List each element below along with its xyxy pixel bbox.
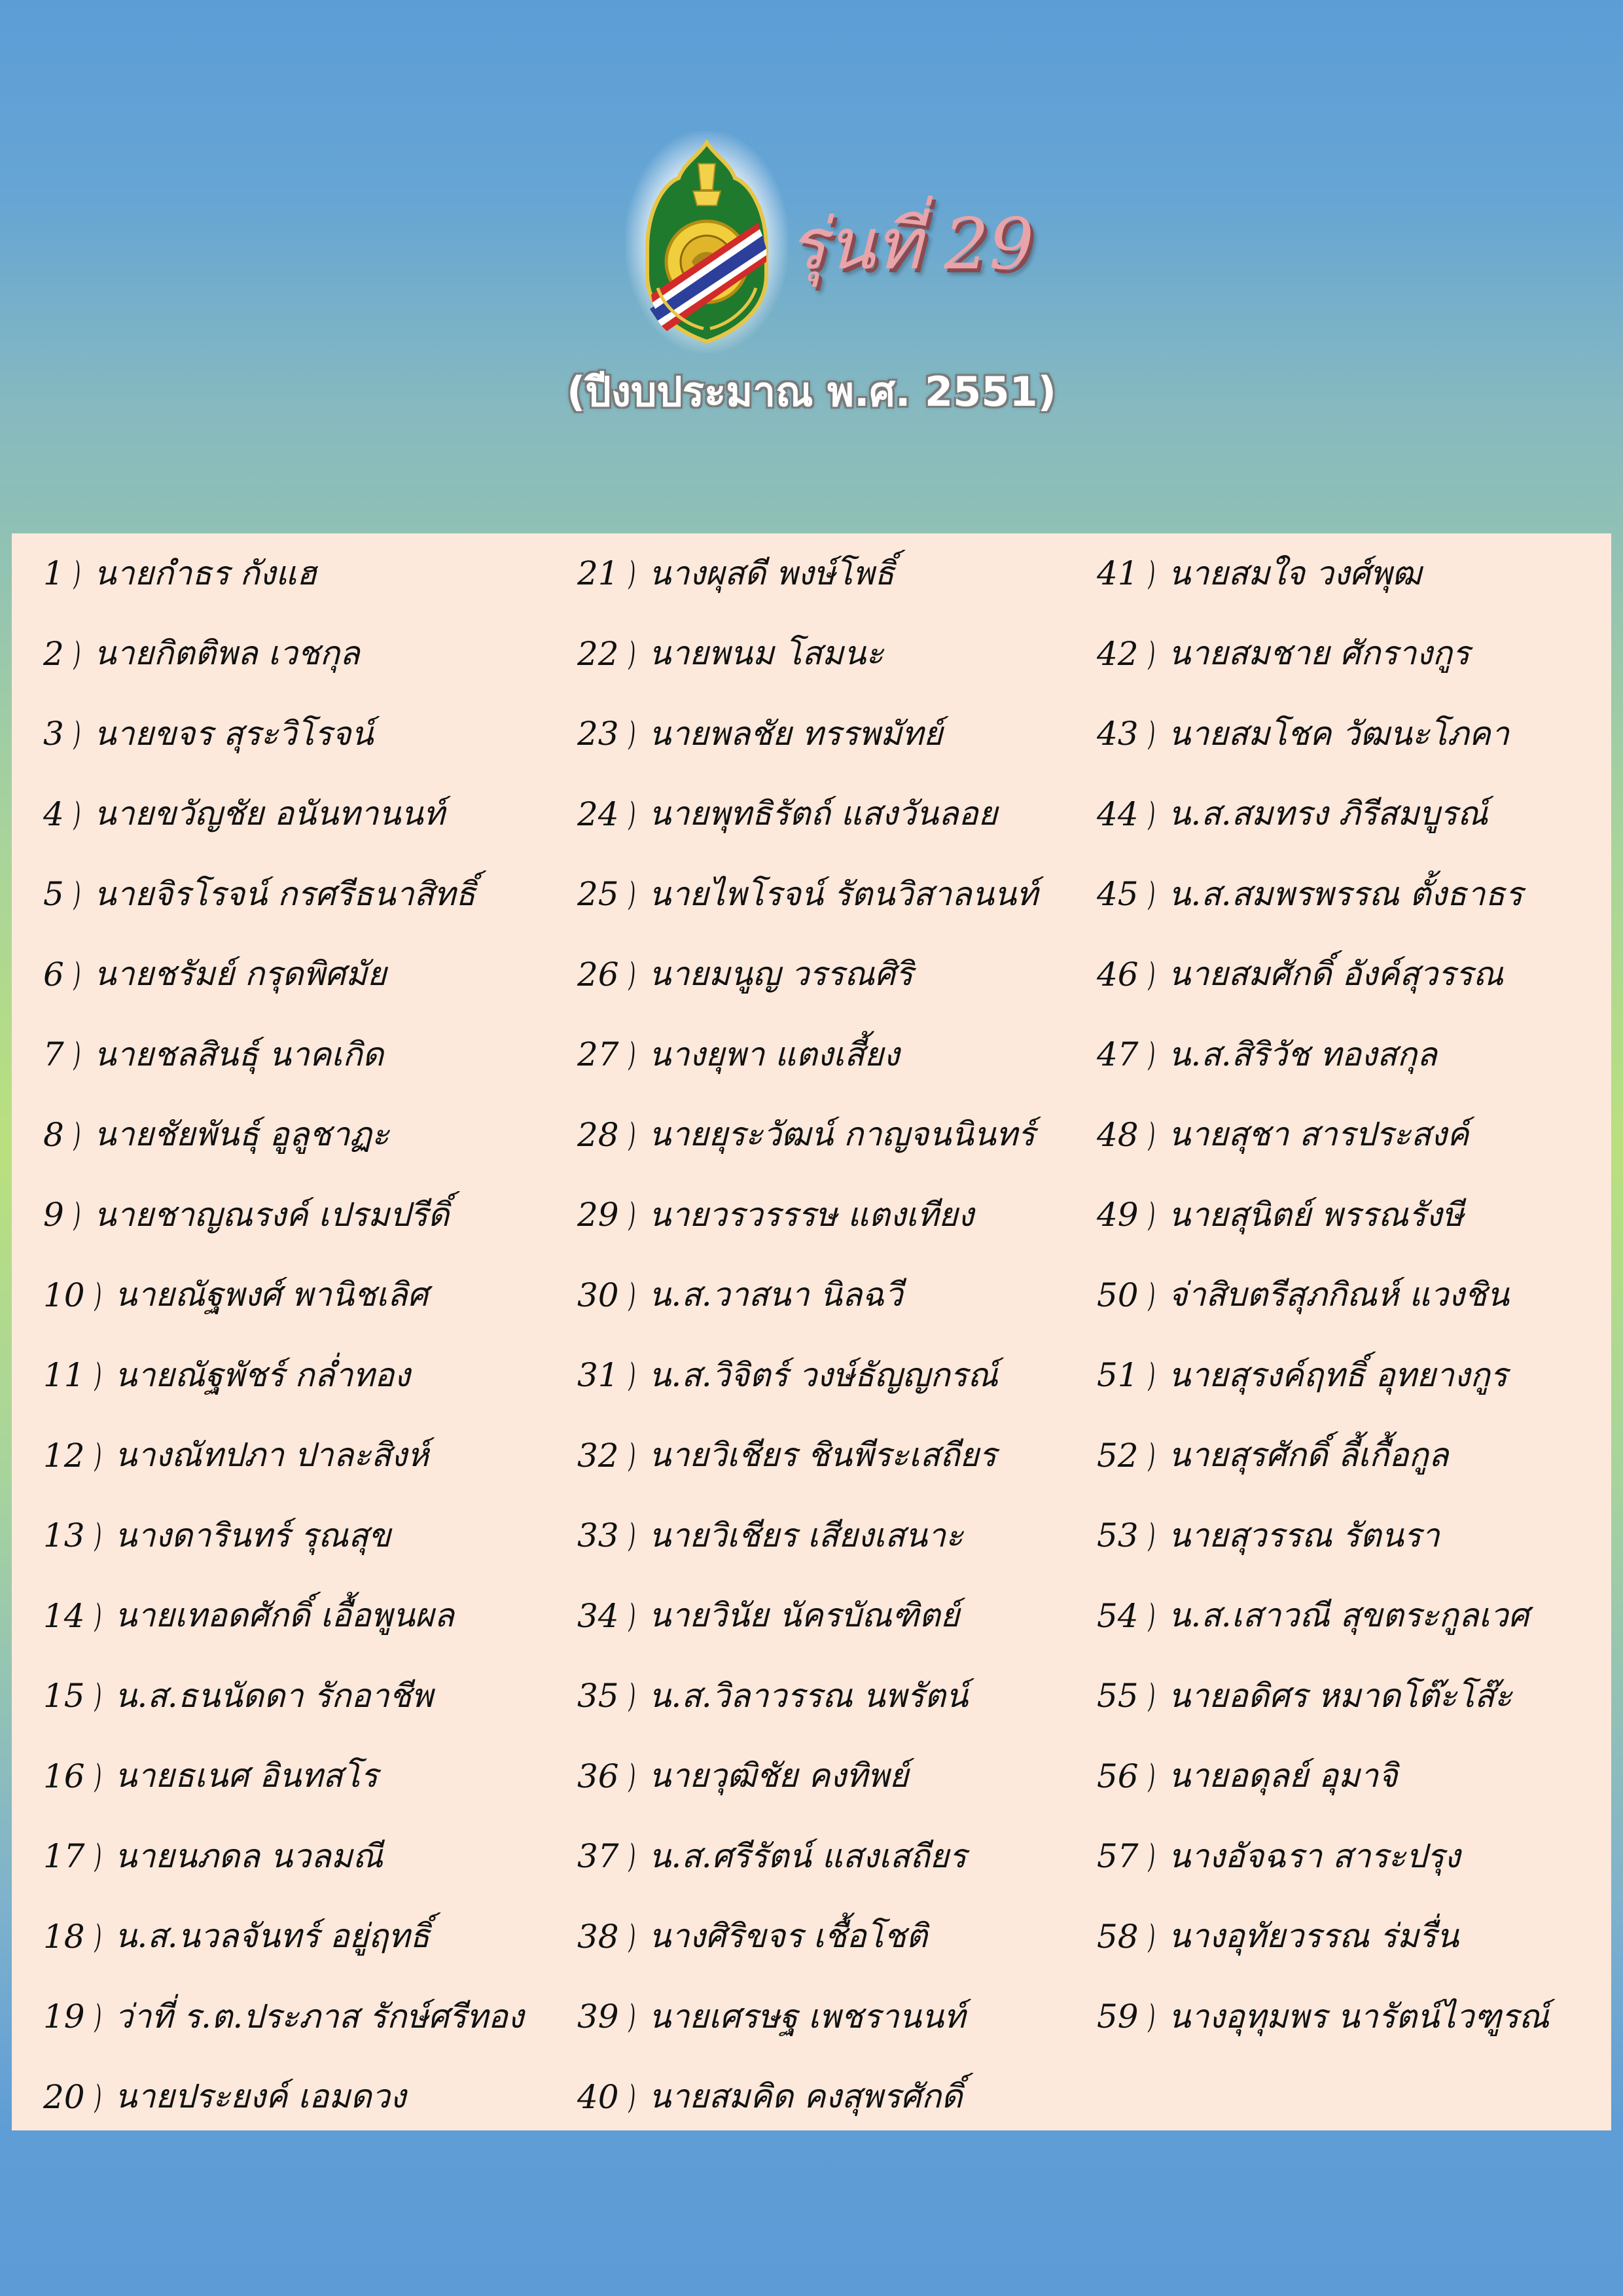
entry-name: นางณัทปภา ปาละสิงห์ [115,1436,429,1475]
roster-entry [1097,774,1549,855]
entry-paren: ) [73,554,80,593]
entry-name: นายวุฒิชัย คงทิพย์ [649,1757,909,1795]
entry-name: น.ส.นวลจันทร์ อยู่ฤทธิ์ [115,1917,430,1956]
entry-number: 5 [43,875,64,914]
entry-number: 15 [43,1677,85,1715]
entry-number: 32 [577,1436,619,1475]
roster-entry [577,1095,1038,1175]
entry-number: 42 [1097,634,1139,673]
roster-entry [1097,1095,1549,1175]
entry-name: นายชัยพันธุ์ อูลูชาฏะ [94,1115,389,1154]
entry-paren: ) [73,1196,80,1234]
roster-entry [43,1736,524,1817]
roster-entry [43,1175,524,1255]
entry-paren: ) [94,2077,101,2116]
entry-paren: ) [1148,1115,1155,1154]
entry-paren: ) [628,1837,635,1876]
entry-number: 12 [43,1436,85,1475]
entry-name: นายชรัมย์ กรุดพิศมัย [94,955,387,994]
entry-paren: ) [73,955,80,994]
entry-number: 53 [1097,1516,1139,1555]
entry-number: 18 [43,1917,85,1956]
entry-name: นายสุรงค์ฤทธิ์ อุทยางกูร [1168,1355,1508,1394]
entry-number: 8 [43,1115,64,1154]
entry-name: นายสมชาย ศักรางกูร [1168,634,1470,673]
entry-name: นายสมใจ วงศ์พุฒ [1168,554,1422,592]
entry-number: 45 [1097,875,1139,914]
entry-name: นายสุชา สารประสงค์ [1168,1115,1469,1154]
roster-column-2 [577,533,1038,2137]
roster-entry [577,1736,1038,1817]
roster-entry [43,1416,524,1496]
entry-number: 30 [577,1276,619,1314]
entry-name: นางผุสดี พงษ์โพธิ์ [649,554,895,592]
entry-paren: ) [628,715,635,753]
entry-paren: ) [73,634,80,673]
entry-paren: ) [628,2077,635,2116]
roster-entry [577,854,1038,935]
entry-number: 48 [1097,1115,1139,1154]
entry-number: 58 [1097,1917,1139,1956]
entry-number: 9 [43,1196,64,1234]
entry-paren: ) [1148,1677,1155,1715]
roster-entry [1097,694,1549,774]
entry-name: นายอดุลย์ อุมาจิ [1168,1757,1398,1795]
entry-number: 37 [577,1837,619,1876]
roster-entry [43,854,524,935]
entry-name: นายนภดล นวลมณี [115,1837,383,1875]
roster-entry [577,1416,1038,1496]
entry-name: น.ส.วาสนา นิลฉวี [649,1276,903,1314]
entry-number: 2 [43,634,64,673]
entry-name: นายสมศักดิ์ อังค์สุวรรณ [1168,955,1504,994]
roster-entry [43,1335,524,1416]
fiscal-year-subtitle: (ปีงบประมาณ พ.ศ. 2551) [567,368,1056,416]
entry-number: 10 [43,1276,85,1314]
roster-entry [577,694,1038,774]
entry-name: นายมนูญ วรรณศิริ [649,955,914,994]
entry-name: นางยุพา แตงเสี้ยง [649,1035,900,1073]
entry-name: น.ส.วิลาวรรณ นพรัตน์ [649,1676,969,1715]
roster-entry [43,774,524,855]
entry-number: 51 [1097,1356,1139,1395]
entry-name: นายณัฐพงศ์ พานิชเลิศ [115,1276,429,1314]
entry-paren: ) [628,795,635,833]
roster-entry [1097,1977,1549,2057]
entry-number: 49 [1097,1196,1139,1234]
roster-entry [1097,533,1549,614]
entry-paren: ) [1148,554,1155,593]
entry-paren: ) [628,1436,635,1475]
entry-name: น.ส.ธนนัดดา รักอาชีพ [115,1676,433,1715]
entry-paren: ) [628,1917,635,1956]
entry-paren: ) [94,1516,101,1555]
entry-paren: ) [94,1436,101,1475]
roster-entry [43,1816,524,1897]
entry-paren: ) [73,715,80,753]
roster-entry [43,1897,524,1977]
entry-paren: ) [628,1677,635,1715]
entry-number: 40 [577,2077,619,2116]
entry-paren: ) [73,795,80,833]
roster-entry [577,1175,1038,1255]
entry-paren: ) [1148,1276,1155,1314]
roster-entry [577,2057,1038,2138]
entry-number: 16 [43,1757,85,1795]
entry-paren: ) [628,1035,635,1074]
entry-paren: ) [1148,875,1155,914]
entry-paren: ) [628,1516,635,1555]
entry-name: น.ส.วิจิตร์ วงษ์ธัญญกรณ์ [649,1355,998,1394]
entry-number: 6 [43,955,64,994]
entry-name: นายเทอดศักดิ์ เอื้อพูนผล [115,1596,454,1635]
roster-entry [1097,1416,1549,1496]
entry-name: นายณัฐพัชร์ กล่ำทอง [115,1355,410,1394]
entry-number: 56 [1097,1757,1139,1795]
roster-entry [43,1496,524,1576]
entry-number: 34 [577,1596,619,1635]
entry-paren: ) [94,1276,101,1314]
member-roster [12,533,1611,2130]
entry-paren: ) [94,1917,101,1956]
entry-number: 25 [577,875,619,914]
roster-entry [1097,854,1549,935]
entry-paren: ) [628,634,635,673]
entry-name: นายประยงค์ เอมดวง [115,2077,406,2116]
entry-number: 4 [43,795,64,833]
entry-name: น.ส.สมทรง ภิรีสมบูรณ์ [1168,795,1488,833]
entry-name: ว่าที่ ร.ต.ประภาส รักษ์ศรีทอง [115,1997,524,2036]
entry-name: น.ส.เสาวณี สุขตระกูลเวศ [1168,1596,1529,1635]
roster-entry [1097,1175,1549,1255]
entry-number: 13 [43,1516,85,1555]
entry-name: นายชลสินธุ์ นาคเกิด [94,1035,384,1073]
entry-paren: ) [628,1356,635,1395]
entry-name: นายยุระวัฒน์ กาญจนนินทร์ [649,1115,1035,1154]
entry-number: 55 [1097,1677,1139,1715]
roster-entry [1097,935,1549,1015]
entry-name: น.ส.สมพรพรรณ ตั้งธาธร [1168,874,1523,913]
entry-paren: ) [1148,1356,1155,1395]
entry-paren: ) [628,1196,635,1234]
roster-entry [577,935,1038,1015]
header [0,0,1623,511]
entry-number: 17 [43,1837,85,1876]
entry-name: นายไพโรจน์ รัตนวิสาลนนท์ [649,874,1039,913]
roster-entry [1097,1656,1549,1736]
entry-number: 36 [577,1757,619,1795]
roster-entry [43,1656,524,1736]
entry-number: 35 [577,1677,619,1715]
roster-entry [43,1255,524,1336]
entry-name: นายสุรศักดิ์ ลี้เกื้อกูล [1168,1436,1449,1475]
entry-paren: ) [94,1596,101,1635]
entry-number: 20 [43,2077,85,2116]
entry-name: นางดารินทร์ รุณสุข [115,1516,391,1554]
entry-paren: ) [628,955,635,994]
entry-name: จ่าสิบตรีสุภกิณห์ แวงชิน [1168,1276,1509,1314]
entry-paren: ) [628,1998,635,2036]
entry-name: นายพนม โสมนะ [649,634,884,673]
entry-number: 39 [577,1998,619,2036]
entry-paren: ) [1148,1596,1155,1635]
roster-entry [43,935,524,1015]
roster-column-1 [43,533,524,2137]
roster-entry [577,533,1038,614]
entry-number: 44 [1097,795,1139,833]
entry-paren: ) [94,1757,101,1795]
entry-number: 59 [1097,1998,1139,2036]
entry-paren: ) [1148,1837,1155,1876]
roster-column-3 [1097,533,1549,2057]
roster-entry [577,1496,1038,1576]
entry-number: 23 [577,715,619,753]
entry-paren: ) [1148,1436,1155,1475]
entry-paren: ) [628,1757,635,1795]
entry-paren: ) [1148,1917,1155,1956]
roster-entry [1097,1736,1549,1817]
entry-number: 7 [43,1035,64,1074]
entry-name: นายสมโชค วัฒนะโภคา [1168,714,1509,753]
entry-paren: ) [628,875,635,914]
entry-name: นายวิเชียร ชินพีระเสถียร [649,1436,997,1475]
entry-number: 31 [577,1356,619,1395]
entry-paren: ) [1148,1998,1155,2036]
entry-paren: ) [73,1115,80,1154]
entry-paren: ) [1148,955,1155,994]
entry-paren: ) [1148,795,1155,833]
entry-number: 29 [577,1196,619,1234]
entry-number: 3 [43,715,64,753]
entry-number: 54 [1097,1596,1139,1635]
roster-entry [1097,1897,1549,1977]
entry-paren: ) [94,1677,101,1715]
entry-paren: ) [1148,1035,1155,1074]
entry-name: นายวิเชียร เสียงเสนาะ [649,1516,963,1554]
roster-entry [1097,1576,1549,1657]
entry-name: นายกำธร กังแฮ [94,554,317,592]
entry-number: 19 [43,1998,85,2036]
entry-number: 27 [577,1035,619,1074]
roster-entry [1097,1255,1549,1336]
entry-name: นายกิตติพล เวชกุล [94,634,360,673]
entry-number: 52 [1097,1436,1139,1475]
roster-entry [577,1897,1038,1977]
entry-name: นายขวัญชัย อนันทานนท์ [94,795,445,833]
entry-number: 47 [1097,1035,1139,1074]
entry-paren: ) [628,1596,635,1635]
entry-paren: ) [1148,1196,1155,1234]
roster-entry [43,614,524,694]
entry-number: 14 [43,1596,85,1635]
entry-number: 26 [577,955,619,994]
roster-entry [43,533,524,614]
entry-name: นายขจร สุระวิโรจน์ [94,714,374,753]
entry-paren: ) [73,1035,80,1074]
entry-paren: ) [94,1998,101,2036]
entry-number: 43 [1097,715,1139,753]
roster-entry [43,1977,524,2057]
institution-emblem-icon [638,137,776,347]
entry-name: นายสุวรรณ รัตนรา [1168,1516,1440,1554]
roster-entry [577,1576,1038,1657]
entry-number: 33 [577,1516,619,1555]
roster-entry [1097,1335,1549,1416]
batch-title: รุ่นที่ 29 [789,204,1034,285]
entry-name: น.ส.ศรีรัตน์ แสงเสถียร [649,1837,967,1875]
emblem-graphic [638,137,776,347]
entry-number: 21 [577,554,619,593]
roster-entry [577,1656,1038,1736]
entry-number: 24 [577,795,619,833]
roster-entry [1097,1816,1549,1897]
roster-entry [577,1255,1038,1336]
entry-name: นางอัจฉรา สาระปรุง [1168,1837,1461,1875]
entry-name: นายวินัย นัครบัณฑิตย์ [649,1596,960,1635]
roster-entry [577,1816,1038,1897]
entry-number: 46 [1097,955,1139,994]
entry-paren: ) [73,875,80,914]
roster-entry [43,694,524,774]
roster-entry [1097,1014,1549,1095]
entry-paren: ) [1148,1516,1155,1555]
entry-number: 50 [1097,1276,1139,1314]
entry-name: นายพุทธิรัตถ์ แสงวันลอย [649,795,998,833]
entry-number: 11 [43,1356,85,1395]
roster-entry [577,1335,1038,1416]
entry-paren: ) [628,554,635,593]
entry-name: นางอุทัยวรรณ ร่มรื่น [1168,1917,1459,1956]
entry-paren: ) [94,1356,101,1395]
entry-number: 1 [43,554,64,593]
entry-paren: ) [1148,1757,1155,1795]
entry-paren: ) [628,1115,635,1154]
roster-entry [43,1095,524,1175]
entry-number: 41 [1097,554,1139,593]
roster-entry [43,1014,524,1095]
entry-name: นางศิริขจร เชื้อโชติ [649,1917,927,1956]
entry-paren: ) [94,1837,101,1876]
roster-entry [577,1977,1038,2057]
roster-entry [1097,614,1549,694]
entry-number: 38 [577,1917,619,1956]
entry-name: นายเศรษฐ เพชรานนท์ [649,1997,966,2036]
entry-number: 22 [577,634,619,673]
entry-name: นายสมคิด คงสุพรศักดิ์ [649,2077,963,2116]
entry-paren: ) [1148,634,1155,673]
entry-name: นายชาญณรงค์ เปรมปรีดิ์ [94,1195,450,1234]
entry-name: นายอดิศร หมาดโต๊ะโส๊ะ [1168,1676,1512,1715]
roster-entry [577,774,1038,855]
roster-entry [577,1014,1038,1095]
entry-paren: ) [628,1276,635,1314]
entry-number: 28 [577,1115,619,1154]
entry-paren: ) [1148,715,1155,753]
entry-name: นายจิรโรจน์ กรศรีธนาสิทธิ์ [94,874,476,913]
entry-name: นายธเนศ อินทสโร [115,1757,378,1795]
roster-entry [43,2057,524,2138]
entry-name: นายสุนิตย์ พรรณรังษี [1168,1195,1464,1234]
roster-entry [577,614,1038,694]
entry-number: 57 [1097,1837,1139,1876]
entry-name: นายวรวรรรษ แตงเทียง [649,1195,974,1234]
roster-entry [1097,1496,1549,1576]
entry-name: นางอุทุมพร นารัตน์ไวฑูรณ์ [1168,1997,1550,2036]
entry-name: นายพลชัย ทรรพมัทย์ [649,714,943,753]
entry-name: น.ส.สิริวัช ทองสกุล [1168,1035,1437,1073]
roster-entry [43,1576,524,1657]
